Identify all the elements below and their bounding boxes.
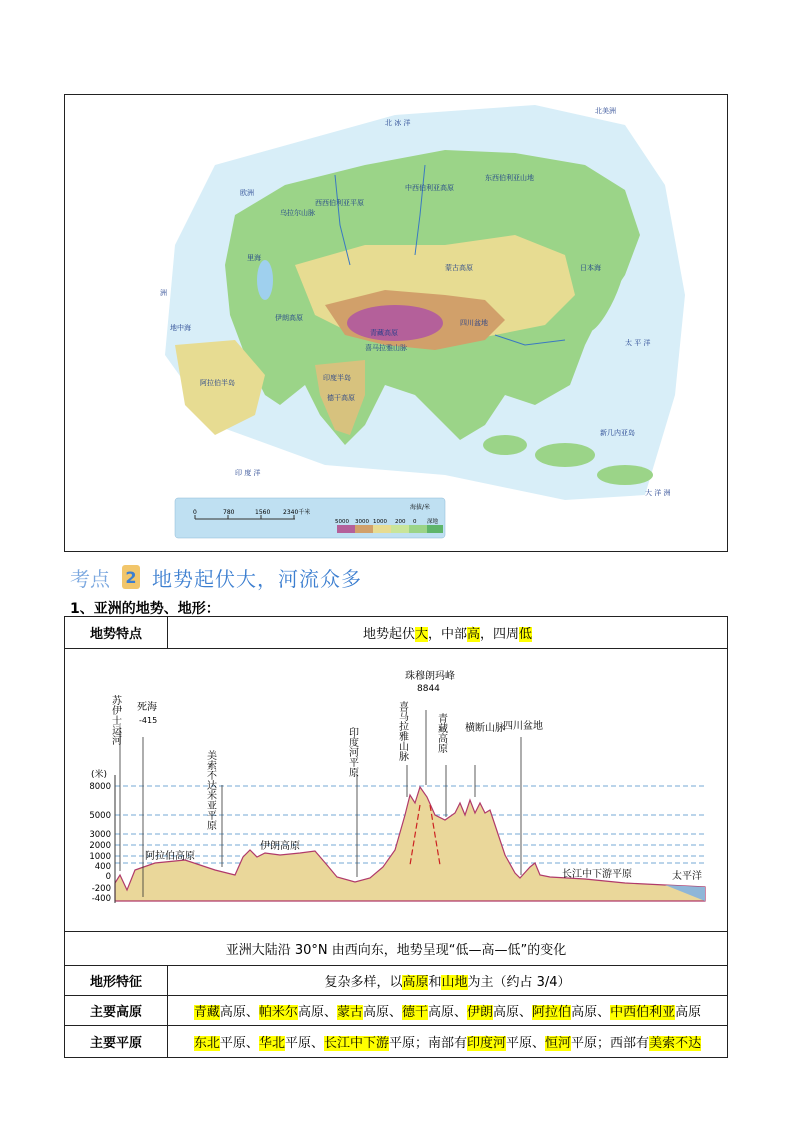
terrain-profile-diagram — [65, 665, 727, 915]
label-everest: 珠穆朗玛峰 — [405, 671, 455, 682]
row-plateau — [65, 996, 728, 1026]
map-label-pacific: 太 平 洋 — [625, 339, 651, 347]
map-label-indian-ocean: 印 度 洋 — [235, 469, 261, 477]
new-guinea-island — [597, 465, 653, 485]
map-label-sichuan: 四川盆地 — [460, 319, 488, 327]
kaodian-label: 考点 — [70, 566, 110, 591]
section-title: 地势起伏大，河流众多 — [152, 566, 362, 591]
label-deadsea-val: -415 — [139, 716, 158, 725]
elev-val-5: 深地 — [427, 519, 439, 525]
section-header — [70, 560, 362, 594]
row-caption-text: 亚洲大陆沿 30°N 由西向东，地势呈现“低—高—低”的变化 — [65, 932, 728, 966]
y-tick-400: 400 — [94, 862, 111, 872]
map-label-central-siberia: 中西伯利亚高原 — [405, 184, 454, 192]
elev-val-1: 3000 — [355, 519, 369, 525]
label-changjiang: 长江中下游平原 — [562, 869, 632, 880]
label-hengduan: 横断山脉 — [465, 723, 505, 734]
map-label-africa: 洲 — [160, 289, 167, 297]
row-profile — [65, 649, 728, 932]
map-label-west-siberia: 西西伯利亚平原 — [315, 199, 364, 207]
label-qingzang: 青藏高原 — [435, 713, 447, 753]
map-label-na: 北美洲 — [595, 107, 616, 115]
map-label-deccan: 德干高原 — [327, 394, 355, 402]
number-badge-icon — [120, 563, 142, 591]
y-tick-5000: 5000 — [89, 811, 111, 821]
elev-val-3: 200 — [395, 519, 406, 525]
island-1 — [483, 435, 527, 455]
map-label-arctic: 北 冰 洋 — [385, 119, 411, 127]
row-relief — [65, 617, 728, 649]
row-relief-content: 地势起伏大，中部高，四周低 — [168, 617, 728, 649]
y-tick-0: 0 — [105, 872, 111, 882]
map-label-indian-peninsula: 印度半岛 — [323, 374, 351, 382]
profile-y-ticks — [89, 782, 111, 904]
label-suez: 苏伊士运河 — [109, 695, 121, 745]
row-relief-label: 地势特点 — [65, 617, 168, 649]
y-tick-8000: 8000 — [89, 782, 111, 792]
island-2 — [535, 443, 595, 467]
label-deadsea: 死海 — [137, 702, 157, 713]
label-iran: 伊朗高原 — [260, 841, 300, 852]
elev-val-4: 0 — [413, 519, 417, 525]
subheading: 1、亚洲的地势、地形： — [70, 601, 220, 617]
scale-tick-1: 780 — [223, 509, 235, 516]
row-plain — [65, 1026, 728, 1058]
y-tick-minus200: -200 — [91, 884, 111, 894]
y-tick-3000: 3000 — [89, 830, 111, 840]
terrain-table — [64, 616, 728, 1058]
profile-y-title: (米) — [91, 770, 108, 780]
row-plain-content: 东北平原、华北平原、长江中下游平原；南部有印度河平原、恒河平原；西部有美索不达 — [168, 1026, 728, 1058]
map-label-tibet: 青藏高原 — [370, 329, 398, 337]
scale-tick-3: 2340千米 — [283, 509, 311, 516]
caspian-sea — [257, 260, 273, 300]
map-label-mediterranean: 地中海 — [170, 324, 191, 332]
map-label-east-siberia: 东西伯利亚山地 — [485, 174, 534, 182]
profile-terrain — [115, 787, 705, 901]
row-plateau-label: 主要高原 — [65, 996, 168, 1026]
map-label-iran: 伊朗高原 — [275, 314, 303, 322]
row-caption — [65, 932, 728, 966]
elev-val-2: 1000 — [373, 519, 387, 525]
row-plain-label: 主要平原 — [65, 1026, 168, 1058]
profile-cell — [65, 649, 728, 932]
row-terrain — [65, 966, 728, 996]
label-meso: 美索不达米亚平原 — [204, 750, 216, 830]
map-label-mongolia: 蒙古高原 — [445, 264, 473, 272]
asia-physical-map — [65, 95, 727, 551]
row-plateau-content: 青藏高原、帕米尔高原、蒙古高原、德干高原、伊朗高原、阿拉伯高原、中西伯利亚高原 — [168, 996, 728, 1026]
elev-title: 海拔/米 — [410, 504, 431, 511]
row-terrain-label: 地形特征 — [65, 966, 168, 996]
map-legend — [175, 498, 445, 538]
map-label-europe: 欧洲 — [240, 189, 254, 197]
y-tick-1000: 1000 — [89, 852, 111, 862]
asia-map-frame — [64, 94, 728, 552]
label-himalaya: 喜马拉雅山脉 — [396, 701, 408, 761]
y-tick-minus400: -400 — [91, 894, 111, 904]
label-arabia: 阿拉伯高原 — [145, 851, 195, 862]
scale-tick-0: 0 — [193, 509, 197, 516]
label-everest-val: 8844 — [417, 684, 440, 694]
map-label-arabian: 阿拉伯半岛 — [200, 379, 235, 387]
label-indus: 印度河平原 — [346, 727, 358, 777]
map-label-ural: 乌拉尔山脉 — [280, 209, 315, 217]
map-label-himalaya: 喜马拉雅山脉 — [365, 344, 407, 352]
label-sichuan: 四川盆地 — [503, 721, 543, 732]
map-label-caspian: 里海 — [247, 254, 261, 262]
map-label-japan-sea: 日本海 — [580, 264, 601, 272]
elev-val-0: 5000 — [335, 519, 349, 525]
map-label-oceania: 大 洋 洲 — [645, 489, 671, 497]
scale-tick-2: 1560 — [255, 509, 271, 516]
map-label-new-guinea: 新几内亚岛 — [600, 429, 635, 437]
svg-text:2: 2 — [125, 568, 137, 587]
label-pacific: 太平洋 — [672, 871, 702, 882]
y-tick-2000: 2000 — [89, 841, 111, 851]
row-terrain-content: 复杂多样，以高原和山地为主（约占 3/4） — [168, 966, 728, 996]
